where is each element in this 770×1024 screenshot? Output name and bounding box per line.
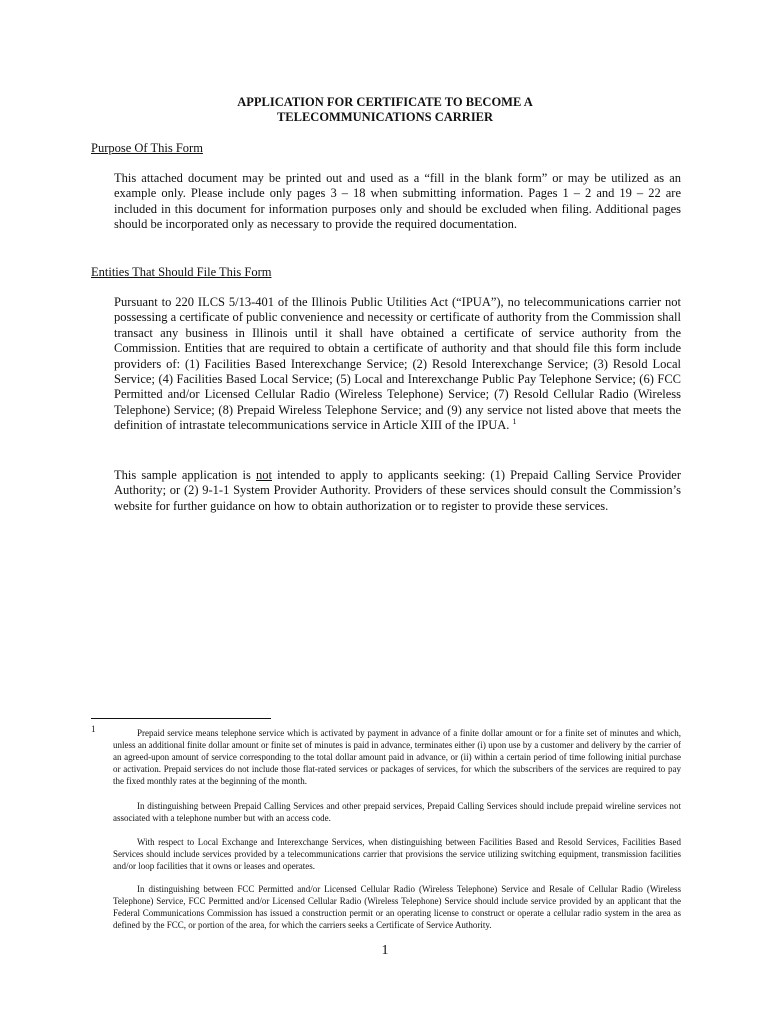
footnote-paragraph-facilities: With respect to Local Exchange and Interexchange Services, when distinguishing between Facilities Based and Resold Services, Facilities Based Services should include services provided by a telecommunications carrier that provisions the service utilizing switching equipment, transmission facilities and/or loop facilities that it owns or leases and operates.: [113, 837, 681, 871]
document-title-line-1: APPLICATION FOR CERTIFICATE TO BECOME A: [237, 95, 533, 109]
exclusions-emphasis: not: [256, 468, 272, 482]
section-heading-entities: Entities That Should File This Form: [91, 265, 272, 279]
document-title-line-2: TELECOMMUNICATIONS CARRIER: [276, 110, 494, 124]
footnote-paragraph-prepaid: Prepaid service means telephone service which is activated by payment in advance of a finite dollar amount or for a finite set of minutes and which, unless an additional finite dollar amount or finite set of minutes is paid in advance, terminates either (i) upon use by a customer and delivery by the carrier of an agreed-upon amount of service corresponding to the total dollar amount paid in advance, or (ii) within a certain period of time following initial purchase or activation. Prepaid services do not include those flat-rated services or packages of services, for which the subscribers of the services are required to pay the fixed monthly rates at the beginning of the month.: [113, 728, 681, 786]
exclusions-text-before: This sample application is: [114, 468, 256, 482]
entities-paragraph: [114, 295, 681, 434]
purpose-paragraph: This attached document may be printed out and used as a “fill in the blank form” or may be utilized as an example only. Please include only pages 3 – 18 when submitting information. Pages 1 – 2 and 19 – 22 are included in this document for information purposes only and should be excluded when filing. Additional pages should be incorporated only as necessary to provide the required documentation.: [114, 171, 681, 232]
footnote-separator: [91, 718, 271, 719]
footnote-paragraph-calling: In distinguishing between Prepaid Calling Services and other prepaid services, Prepaid Calling Services should include prepaid wireline services not associated with a telephone number but with an access code.: [113, 801, 681, 823]
page-number: 1: [381, 943, 389, 958]
entities-paragraph-text: Pursuant to 220 ILCS 5/13-401 of the Illinois Public Utilities Act (“IPUA”), no telecommunications carrier not possessing a certificate of public convenience and necessity or certificate of authority from the Commission shall transact any business in Illinois until it shall have obtained a certificate of service authority from the Commission. Entities that are required to obtain a certificate of authority and that should file this form include providers of: (1) Facilities Based Interexchange Service; (2) Resold Interexchange Service; (3) Resold Local Service; (4) Facilities Based Local Service; (5) Local and Interexchange Public Pay Telephone Service; (6) FCC Permitted and/or Licensed Cellular Radio (Wireless Telephone) Service; (7) Resold Cellular Radio (Wireless Telephone) Service; (8) Prepaid Wireless Telephone Service; and (9) any service not listed above that meets the definition of intrastate telecommunications service in Article XIII of the IPUA.: [114, 295, 681, 433]
exclusions-paragraph: [114, 468, 681, 514]
footnote-reference: 1: [512, 417, 517, 427]
section-heading-purpose: Purpose Of This Form: [91, 141, 203, 155]
exclusions-text-after: intended to apply to applicants seeking: (1) Prepaid Calling Service Provider Authority; or (2) 9-1-1 System Provider Authority. Providers of these services should consult the Commission’s website for further guidance on how to obtain authorization or to register to provide these services.: [114, 468, 681, 513]
footnote-mark: 1: [91, 724, 96, 734]
footnote-paragraph-cellular: In distinguishing between FCC Permitted and/or Licensed Cellular Radio (Wireless Telephone) Service and Resale of Cellular Radio (Wireless Telephone) Service, FCC Permitted and/or Licensed Cellular Radio (Wireless Telephone) Service should include service provided by an applicant that the Federal Communications Commission has issued a construction permit or an operating license to construct or operate a cellular radio system in the area as defined by the FCC, or portion of the area, for which the carriers seeks a Certificate of Service Authority.: [113, 884, 681, 930]
